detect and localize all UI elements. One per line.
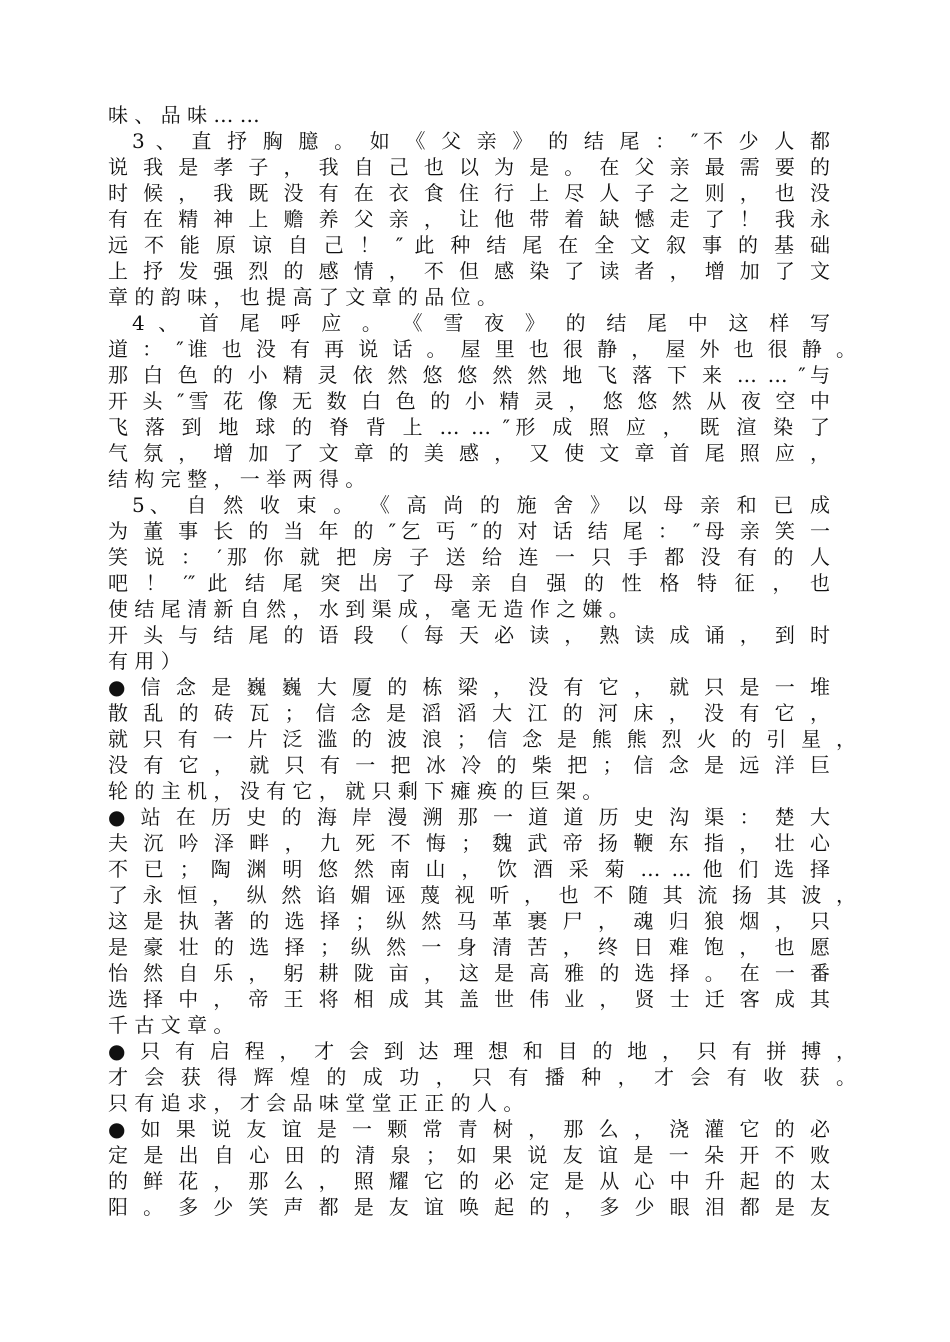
text-line: 道 ： ″谁 也 没 有 再 说 话 。 屋 里 也 很 静 ， 屋 外 也 很 静 。 [108,337,856,361]
text-line: 5、 自 然 收 束 。 《 高 尚 的 施 舍 》 以 母 亲 和 已 成 [132,493,830,517]
text-line: 笑 说 ： ′那 你 就 把 房 子 送 给 连 一 只 手 都 没 有 的 人 [108,545,830,569]
text-line: 上 抒 发 强 烈 的 感 情 ， 不 但 感 染 了 读 者 ， 增 加 了 文 [108,259,830,283]
text-line: 4 、 首 尾 呼 应 。 《 雪 夜 》 的 结 尾 中 这 样 写 [132,311,830,335]
text-line: 的 鲜 花 ， 那 么 ， 照 耀 它 的 必 定 是 从 心 中 升 起 的 太 [108,1169,830,1193]
text-line: 结 构 完 整 ， 一 举 两 得 。 [108,467,366,491]
text-line: 只 有 追 求 ， 才 会 品 味 堂 堂 正 正 的 人 。 [108,1091,524,1115]
text-line: ● 如 果 说 友 谊 是 一 颗 常 青 树 ， 那 么 ， 浇 灌 它 的 必 [108,1117,830,1141]
text-line: 味 、 品 味 … … [108,103,260,127]
text-line: 才 会 获 得 辉 煌 的 成 功 ， 只 有 播 种 ， 才 会 有 收 获 。 [108,1065,856,1089]
text-line: 是 豪 壮 的 选 择 ； 纵 然 一 身 清 苦 ， 终 日 难 饱 ， 也 愿 [108,935,830,959]
text-line: 气 氛 ， 增 加 了 文 章 的 美 感 ， 又 使 文 章 首 尾 照 应 ， [108,441,830,465]
text-line: 就 只 有 一 片 泛 滥 的 波 浪 ； 信 念 是 熊 熊 烈 火 的 引 星 ， [108,727,856,751]
text-line: 为 董 事 长 的 当 年 的 ″乞 丐 ″的 对 话 结 尾 ： ″母 亲 笑 一 [108,519,830,543]
text-line: 怡 然 自 乐 ， 躬 耕 陇 亩 ， 这 是 高 雅 的 选 择 。 在 一 番 [108,961,830,985]
text-line: 夫 沉 吟 泽 畔 ， 九 死 不 悔 ； 魏 武 帝 扬 鞭 东 指 ， 壮 心 [108,831,830,855]
text-line: 阳 。 多 少 笑 声 都 是 友 谊 唤 起 的 ， 多 少 眼 泪 都 是 友 [108,1195,830,1219]
text-line: 没 有 它 ， 就 只 有 一 把 冰 冷 的 柴 把 ； 信 念 是 远 洋 巨 [108,753,830,777]
text-line: ● 站 在 历 史 的 海 岸 漫 溯 那 一 道 道 历 史 沟 渠 ： 楚 大 [108,805,830,829]
text-line: 时 候 ， 我 既 没 有 在 衣 食 住 行 上 尽 人 子 之 则 ， 也 没 [108,181,830,205]
text-line: 说 我 是 孝 子 ， 我 自 己 也 以 为 是 。 在 父 亲 最 需 要 的 [108,155,830,179]
text-line: 远 不 能 原 谅 自 己 ！ ″ 此 种 结 尾 在 全 文 叙 事 的 基 础 [108,233,830,257]
text-line: 吧 ！ ′″ 此 结 尾 突 出 了 母 亲 自 强 的 性 格 特 征 ， 也 [108,571,830,595]
text-line: 3 、 直 抒 胸 臆 。 如 《 父 亲 》 的 结 尾 ： ″不 少 人 都 [132,129,830,153]
text-line: 定 是 出 自 心 田 的 清 泉 ； 如 果 说 友 谊 是 一 朵 开 不 败 [108,1143,830,1167]
text-line: 散 乱 的 砖 瓦 ； 信 念 是 滔 滔 大 江 的 河 床 ， 没 有 它 ， [108,701,830,725]
text-line: ● 只 有 启 程 ， 才 会 到 达 理 想 和 目 的 地 ， 只 有 拼 搏 ， [108,1039,856,1063]
text-line: 那 白 色 的 小 精 灵 依 然 悠 悠 然 然 地 飞 落 下 来 … … ″与 [108,363,830,387]
text-line: 这 是 执 著 的 选 择 ； 纵 然 马 革 裹 尸 ， 魂 归 狼 烟 ， 只 [108,909,830,933]
text-line: 章 的 韵 味 ， 也 提 高 了 文 章 的 品 位 。 [108,285,498,309]
text-line: ● 信 念 是 巍 巍 大 厦 的 栋 梁 ， 没 有 它 ， 就 只 是 一 堆 [108,675,830,699]
text-line: 有 在 精 神 上 赡 养 父 亲 ， 让 他 带 着 缺 憾 走 了 ！ 我 永 [108,207,830,231]
text-line: 选 择 中 ， 帝 王 将 相 成 其 盖 世 伟 业 ， 贤 士 迁 客 成 其 [108,987,830,1011]
text-line: 开 头 与 结 尾 的 语 段 （ 每 天 必 读 ， 熟 读 成 诵 ， 到 时 [108,623,830,647]
text-line: 飞 落 到 地 球 的 脊 背 上 … … ″形 成 照 应 ， 既 渲 染 了 [108,415,830,439]
text-line: 使 结 尾 清 新 自 然 ， 水 到 渠 成 ， 毫 无 造 作 之 嫌 。 [108,597,629,621]
text-line: 开 头 ″雪 花 像 无 数 白 色 的 小 精 灵 ， 悠 悠 然 从 夜 空 中 [108,389,830,413]
text-line: 有 用 ） [108,649,181,673]
text-line: 了 永 恒 ， 纵 然 谄 媚 诬 蔑 视 听 ， 也 不 随 其 流 扬 其 波 ， [108,883,856,907]
text-line: 轮 的 主 机 ， 没 有 它 ， 就 只 剩 下 瘫 痪 的 巨 架 。 [108,779,603,803]
text-line: 千 古 文 章 。 [108,1013,234,1037]
text-line: 不 已 ； 陶 渊 明 悠 然 南 山 ， 饮 酒 采 菊 … … 他 们 选 择 [108,857,830,881]
